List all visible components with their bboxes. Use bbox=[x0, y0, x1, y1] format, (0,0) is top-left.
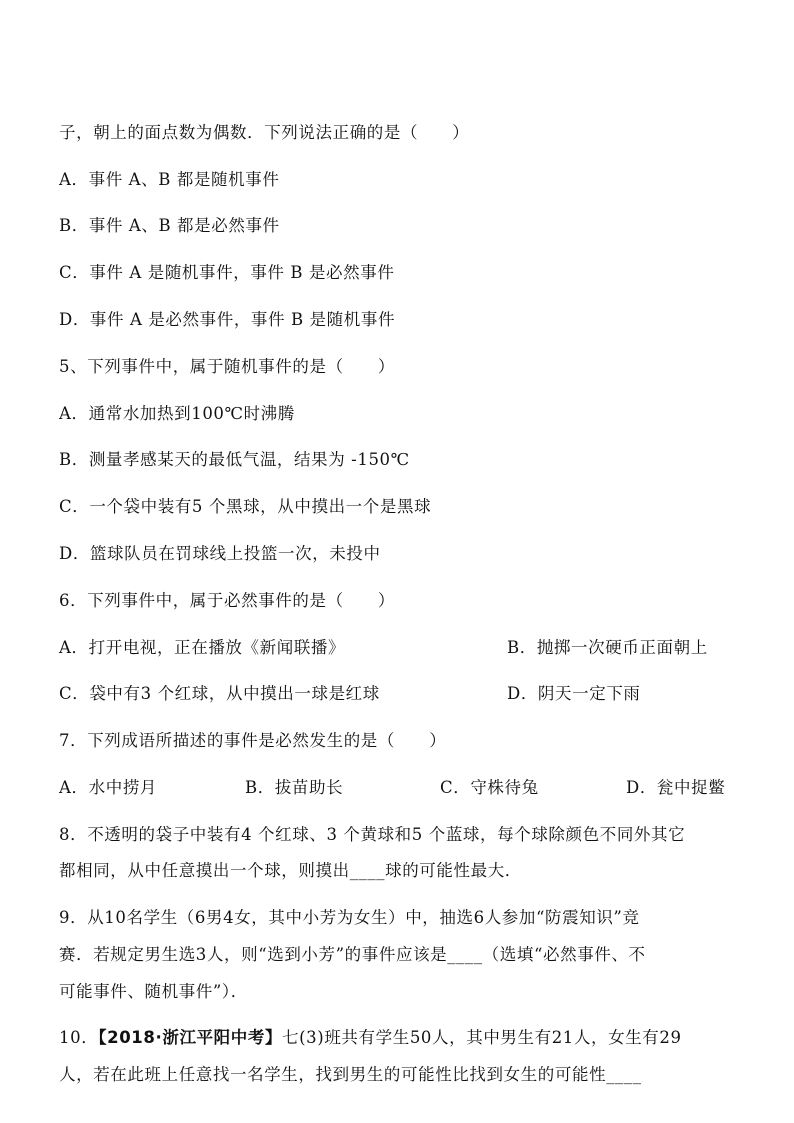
question-8-line-2: 都相同，从中任意摸出一个球，则摸出____球的可能性最大． bbox=[59, 861, 522, 880]
q6-option-c: C．袋中有3 个红球，从中摸出一球是红球 bbox=[59, 684, 380, 703]
question-7-stem: 7．下列成语所描述的事件是必然发生的是（ ） bbox=[59, 731, 447, 750]
q4-option-d: D．事件 A 是必然事件，事件 B 是随机事件 bbox=[59, 310, 396, 329]
q5-option-d: D．篮球队员在罚球线上投篮一次，未投中 bbox=[59, 544, 381, 563]
q7-option-c: C．守株待兔 bbox=[440, 778, 539, 797]
question-9-line-2: 赛．若规定男生选3人，则“选到小芳”的事件应该是____（选填“必然事件、不 bbox=[59, 945, 646, 964]
q5-option-b: B．测量孝感某天的最低气温，结果为 -150℃ bbox=[59, 450, 410, 469]
q5-option-a: A．通常水加热到100℃时沸腾 bbox=[59, 404, 295, 423]
q7-option-d: D．瓮中捉鳖 bbox=[626, 778, 726, 797]
q6-option-b: B．抛掷一次硬币正面朝上 bbox=[507, 638, 708, 657]
question-10-line-1 bbox=[59, 1026, 682, 1050]
q6-option-d: D．阴天一定下雨 bbox=[507, 684, 641, 703]
q4-option-a: A．事件 A、B 都是随机事件 bbox=[59, 170, 280, 189]
question-10-number: 10． bbox=[59, 1028, 99, 1047]
q4-option-c: C．事件 A 是随机事件，事件 B 是必然事件 bbox=[59, 263, 395, 282]
question-8-line-1: 8．不透明的袋子中装有4 个红球、3 个黄球和5 个蓝球，每个球除颜色不同外其它 bbox=[59, 825, 686, 844]
question-10-line-2: 人，若在此班上任意找一名学生，找到男生的可能性比找到女生的可能性____ bbox=[59, 1065, 642, 1084]
question-4-continuation: 子，朝上的面点数为偶数．下列说法正确的是（ ） bbox=[59, 123, 470, 142]
question-6-stem: 6．下列事件中，属于必然事件的是（ ） bbox=[59, 591, 395, 610]
question-9-line-1: 9．从10名学生（6男4女，其中小芳为女生）中，抽选6人参加“防震知识”竞 bbox=[59, 908, 640, 927]
q6-option-a: A．打开电视，正在播放《新闻联播》 bbox=[59, 638, 346, 657]
question-10-source-tag: 【2018·浙江平阳中考】 bbox=[98, 1028, 283, 1047]
q5-option-c: C．一个袋中装有5 个黑球，从中摸出一个是黑球 bbox=[59, 497, 432, 516]
q4-option-b: B．事件 A、B 都是必然事件 bbox=[59, 216, 280, 235]
question-10-text: 七(3)班共有学生50人，其中男生有21人，女生有29 bbox=[282, 1028, 682, 1047]
q7-option-a: A．水中捞月 bbox=[59, 778, 158, 797]
q7-option-b: B．拔苗助长 bbox=[245, 778, 344, 797]
question-5-stem: 5、下列事件中，属于随机事件的是（ ） bbox=[59, 357, 395, 376]
question-9-line-3: 可能事件、随机事件”）． bbox=[59, 982, 248, 1001]
